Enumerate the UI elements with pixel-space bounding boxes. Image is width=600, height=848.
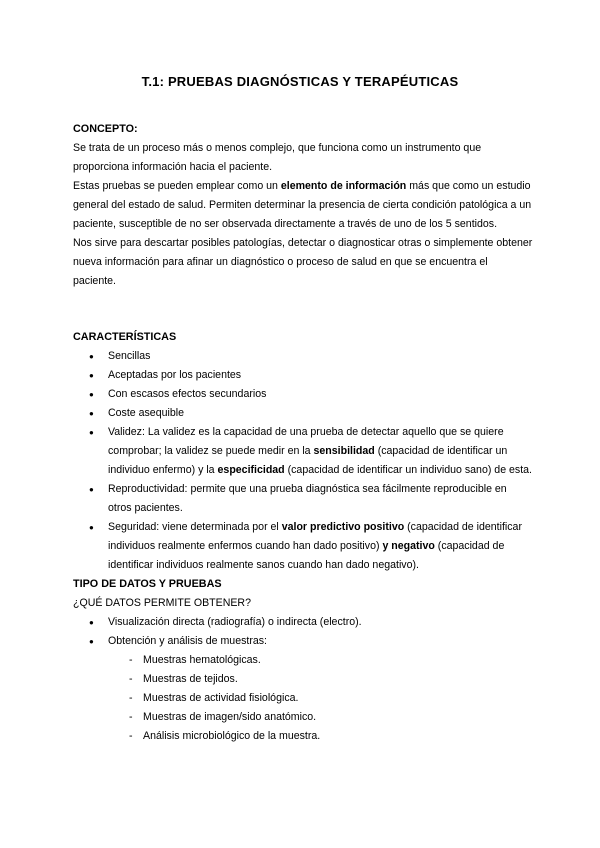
negativo-bold: y negativo bbox=[382, 540, 435, 552]
list-item-seguridad: ● Seguridad: viene determinada por el valor predictivo positivo (capacidad de identificar individuos realmente enfermos cuando han dado positivo) y negativo (capacidad de identificar individuos realmente sanos cuando han dado negativo). bbox=[73, 518, 533, 575]
sublist-item: - Análisis microbiológico de la muestra. bbox=[73, 727, 533, 746]
list-item-validez: ● Validez: La validez es la capacidad de una prueba de detectar aquello que se quiere comprobar; la validez se puede medir en la sensibilidad (capacidad de identificar un individuo enfermo) y la especificidad (capacidad de identificar un individuo sano) de esta. bbox=[73, 423, 533, 480]
caracteristicas-list bbox=[73, 347, 533, 575]
tipo-heading: TIPO DE DATOS Y PRUEBAS bbox=[73, 578, 222, 590]
sublist-item: - Muestras hematológicas. bbox=[73, 651, 533, 670]
muestras-sublist bbox=[73, 651, 533, 746]
list-item: ● Con escasos efectos secundarios bbox=[73, 385, 533, 404]
concepto-paragraph-2: Estas pruebas se pueden emplear como un elemento de información más que como un estudio general del estado de salud. Permiten determinar la presencia de cierta condición patológica a un paciente, susceptible de no ser observada directamente a través de uno de los 5 sentidos. bbox=[73, 180, 532, 230]
sublist-item: - Muestras de imagen/sido anatómico. bbox=[73, 708, 533, 727]
list-item: ● Obtención y análisis de muestras: bbox=[73, 632, 533, 651]
list-item: ● Coste asequible bbox=[73, 404, 533, 423]
caracteristicas-heading: CARACTERÍSTICAS bbox=[73, 331, 177, 343]
list-item: ● Sencillas bbox=[73, 347, 533, 366]
valor-predictivo-bold: valor predictivo positivo bbox=[281, 521, 405, 533]
tipo-question: ¿QUÉ DATOS PERMITE OBTENER? bbox=[73, 597, 251, 609]
list-item-reproductividad: ● Reproductividad: permite que una prueba diagnóstica sea fácilmente reproducible en otros pacientes. bbox=[73, 480, 533, 518]
concepto-section bbox=[73, 120, 533, 291]
sublist-item: - Muestras de actividad fisiológica. bbox=[73, 689, 533, 708]
elemento-informacion-bold: elemento de información bbox=[280, 180, 407, 192]
list-item: ● Aceptadas por los pacientes bbox=[73, 366, 533, 385]
sublist-item: - Muestras de tejidos. bbox=[73, 670, 533, 689]
especificidad-bold: especificidad bbox=[217, 464, 285, 476]
page-title: T.1: PRUEBAS DIAGNÓSTICAS Y TERAPÉUTICAS bbox=[141, 74, 459, 89]
tipo-list bbox=[73, 613, 533, 651]
sensibilidad-bold: sensibilidad bbox=[313, 445, 375, 457]
list-item: ● Visualización directa (radiografía) o indirecta (electro). bbox=[73, 613, 533, 632]
caracteristicas-section bbox=[73, 328, 533, 746]
concepto-heading: CONCEPTO: bbox=[73, 123, 138, 135]
concepto-paragraph-3: Nos sirve para descartar posibles patologías, detectar o diagnosticar otras o simplemente obtener nueva información para afinar un diagnóstico o proceso de salud en que se encuentra el paciente. bbox=[73, 237, 533, 287]
concepto-paragraph-1: Se trata de un proceso más o menos complejo, que funciona como un instrumento que proporciona información hacia el paciente. bbox=[73, 142, 482, 173]
